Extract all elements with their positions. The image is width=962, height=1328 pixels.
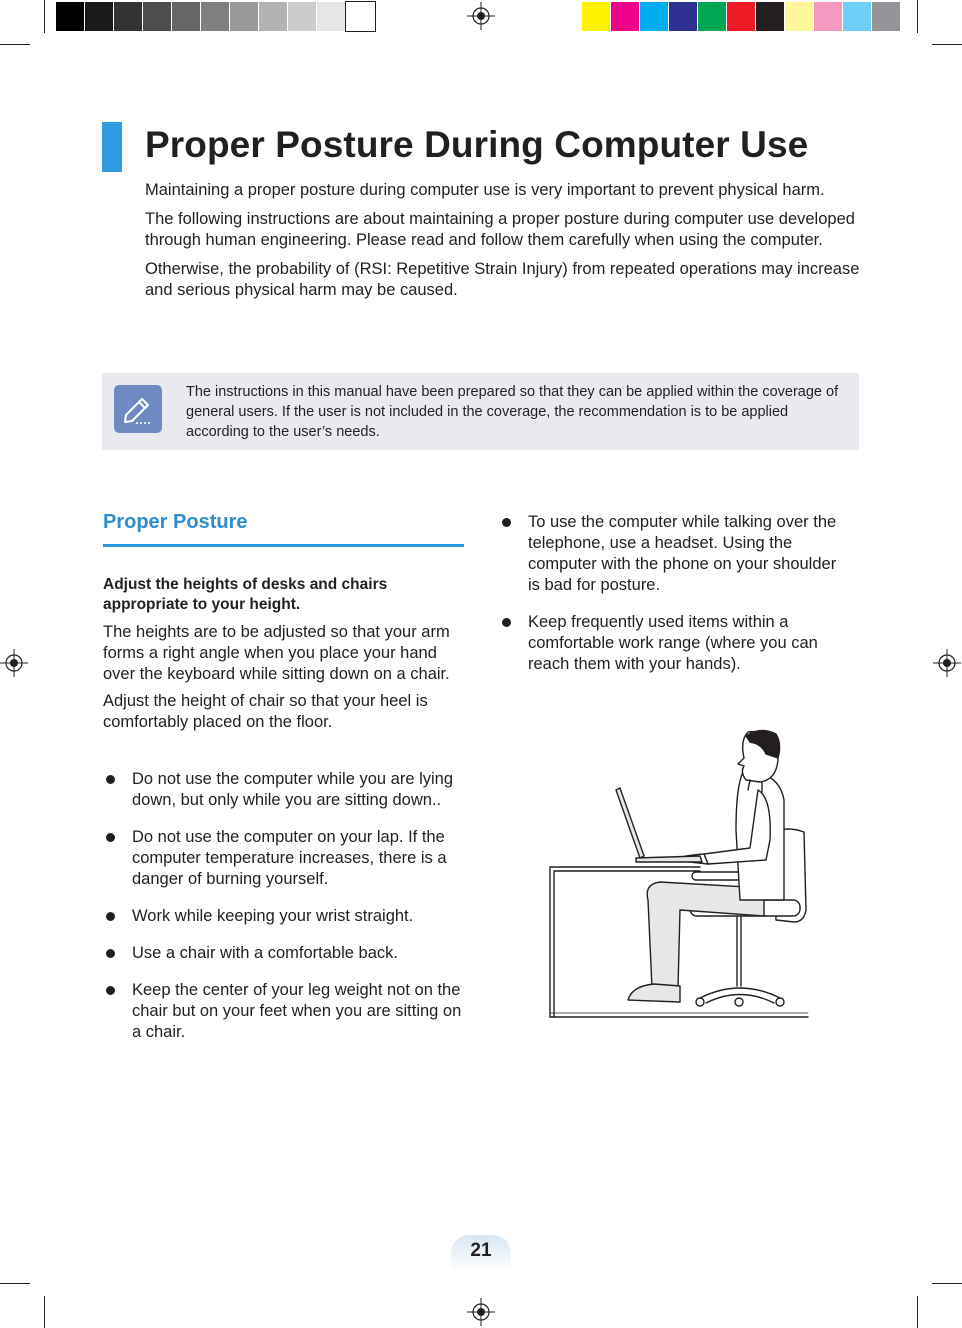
gray-swatch	[143, 2, 172, 31]
color-swatch	[872, 2, 901, 31]
gray-swatch	[317, 2, 346, 31]
note-text: The instructions in this manual have been prepared so that they can be applied within the coverage of general users. If the user is not included in the coverage, the recommendation is to be applied according to the user’s needs.	[186, 384, 839, 440]
bullet-icon	[106, 833, 115, 842]
color-swatch	[669, 2, 698, 31]
bullet-icon	[106, 986, 115, 995]
gray-swatch	[346, 2, 375, 31]
gray-swatch	[259, 2, 288, 31]
list-item: Keep the center of your leg weight not on the chair but on your feet when you are sitting on a chair.	[103, 980, 463, 1043]
bullet-icon	[502, 618, 511, 627]
title-accent-bar	[102, 122, 122, 172]
gray-swatch	[288, 2, 317, 31]
color-swatch	[582, 2, 611, 31]
list-item: Keep frequently used items within a comfortable work range (where you can reach them with your hands).	[499, 612, 849, 675]
color-swatch	[640, 2, 669, 31]
bullet-icon	[502, 518, 511, 527]
body-paragraph: The heights are to be adjusted so that your arm forms a right angle when you place your hand over the keyboard while sitting down on a chair.	[103, 623, 450, 683]
pencil-note-icon	[114, 385, 162, 433]
bullet-icon	[106, 775, 115, 784]
list-item: Do not use the computer while you are lying down, but only while you are sitting down..	[103, 769, 463, 811]
right-bullet-list	[499, 512, 849, 675]
list-item: Do not use the computer on your lap. If the computer temperature increases, there is a danger of burning yourself.	[103, 827, 463, 890]
crop-mark	[917, 1296, 918, 1328]
bullet-icon	[106, 949, 115, 958]
intro-paragraph: Maintaining a proper posture during computer use is very important to prevent physical harm.	[145, 181, 825, 199]
color-swatch	[843, 2, 872, 31]
gray-swatch	[56, 2, 85, 31]
grayscale-color-bar	[56, 2, 375, 31]
color-swatch	[756, 2, 785, 31]
registration-mark-icon	[933, 649, 961, 677]
bullet-icon	[106, 912, 115, 921]
list-item: To use the computer while talking over the telephone, use a headset. Using the computer with the phone on your shoulder is bad for posture.	[499, 512, 849, 596]
color-swatch	[698, 2, 727, 31]
note-box	[102, 373, 859, 450]
color-swatch	[785, 2, 814, 31]
gray-swatch	[172, 2, 201, 31]
section-divider	[103, 544, 464, 547]
crop-mark	[932, 1283, 962, 1284]
crop-mark	[932, 44, 962, 45]
gray-swatch	[114, 2, 143, 31]
crop-mark	[44, 1296, 45, 1328]
list-item: Work while keeping your wrist straight.	[103, 906, 463, 927]
registration-mark-icon	[467, 1298, 495, 1326]
section-heading: Proper Posture	[103, 511, 248, 533]
page-number: 21	[470, 1240, 492, 1261]
color-swatch	[814, 2, 843, 31]
intro-paragraph: The following instructions are about maintaining a proper posture during computer use developed through human engineering. Please read and follow them carefully when using the computer.	[145, 210, 855, 249]
page-title: Proper Posture During Computer Use	[145, 124, 809, 165]
posture-illustration	[540, 720, 815, 1025]
crop-mark	[917, 0, 918, 33]
color-swatch	[611, 2, 640, 31]
gray-swatch	[230, 2, 259, 31]
registration-mark-icon	[0, 649, 28, 677]
body-paragraph: Adjust the height of chair so that your heel is comfortably placed on the floor.	[103, 692, 428, 731]
registration-mark-icon	[467, 2, 495, 30]
crop-mark	[0, 44, 30, 45]
left-bullet-list	[103, 769, 463, 1043]
list-item: Use a chair with a comfortable back.	[103, 943, 463, 964]
gray-swatch	[85, 2, 114, 31]
intro-text	[145, 180, 860, 309]
intro-paragraph: Otherwise, the probability of (RSI: Repetitive Strain Injury) from repeated operations may increase and serious physical harm may be caused.	[145, 260, 860, 299]
section-subheading: Adjust the heights of desks and chairs appropriate to your height.	[103, 576, 388, 613]
gray-swatch	[201, 2, 230, 31]
crop-mark	[0, 1283, 30, 1284]
crop-mark	[44, 0, 45, 33]
section-body	[103, 622, 465, 739]
color-swatch	[727, 2, 756, 31]
process-color-bar	[582, 2, 901, 31]
